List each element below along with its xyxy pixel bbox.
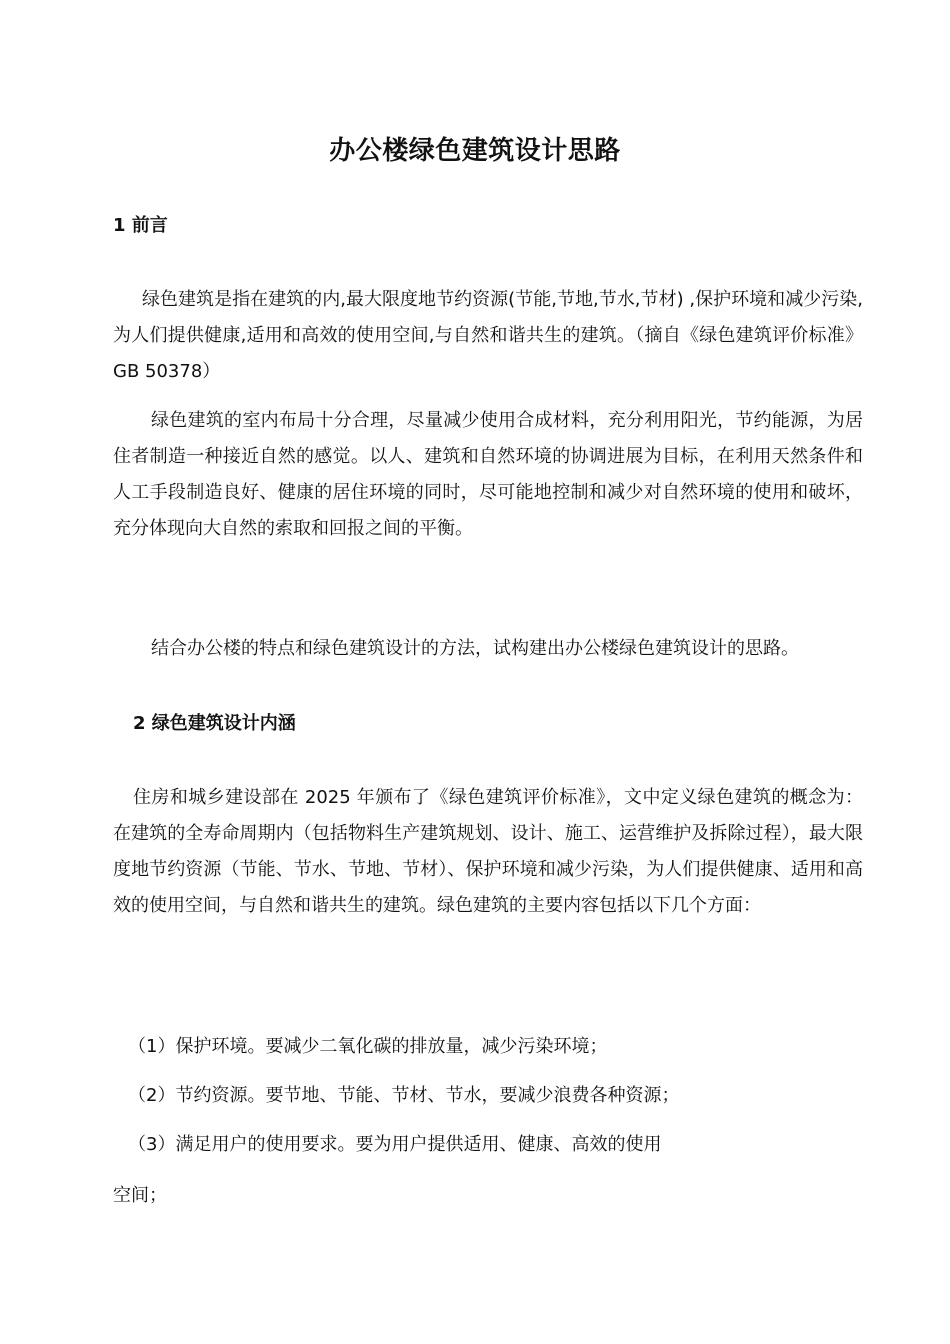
list-item-1: （1）保护环境。要减少二氧化碳的排放量，减少污染环境； (128, 1036, 608, 1057)
section-2-paragraph: 住房和城乡建设部在 2025 年颁布了《绿色建筑评价标准》，文中定义绿色建筑的概念为：在建筑的全寿命周期内（包括物料生产建筑规划、设计、施工、运营维护及拆除过程），最大限度地节约资源（节能、节水、节地、节材）、保护环境和减少污染，为人们提供健康、适用和高效的使用空间，与自然和谐共生的建筑。绿色建筑的主要内容包括以下几个方面： (113, 787, 863, 916)
section-1-paragraph-3: 结合办公楼的特点和绿色建筑设计的方法，试构建出办公楼绿色建筑设计的思路。 (151, 638, 799, 659)
section-2-heading: 2 绿色建筑设计内涵 (133, 713, 296, 734)
section-1-heading: 1 前言 (113, 215, 168, 236)
list-item-2: （2）节约资源。要节地、节能、节材、节水，要减少浪费各种资源； (128, 1085, 680, 1106)
list-item-3-continuation: 空间； (113, 1185, 167, 1206)
section-1-paragraph-2: 绿色建筑的室内布局十分合理，尽量减少使用合成材料，充分利用阳光，节约能源，为居住者制造一种接近自然的感觉。以人、建筑和自然环境的协调进展为目标，在利用天然条件和人工手段制造良好、健康的居住环境的同时，尽可能地控制和减少对自然环境的使用和破坏，充分体现向大自然的索取和回报之间的平衡。 (113, 410, 863, 539)
document-title: 办公楼绿色建筑设计思路 (329, 136, 621, 166)
section-1-paragraph-1: 绿色建筑是指在建筑的内,最大限度地节约资源(节能,节地,节水,节材) ,保护环境和减少污染,为人们提供健康,适用和高效的使用空间,与自然和谐共生的建筑。（摘自《绿色建筑评价标准》GB 50378） (113, 289, 863, 382)
list-item-3: （3）满足用户的使用要求。要为用户提供适用、健康、高效的使用 (128, 1134, 662, 1155)
